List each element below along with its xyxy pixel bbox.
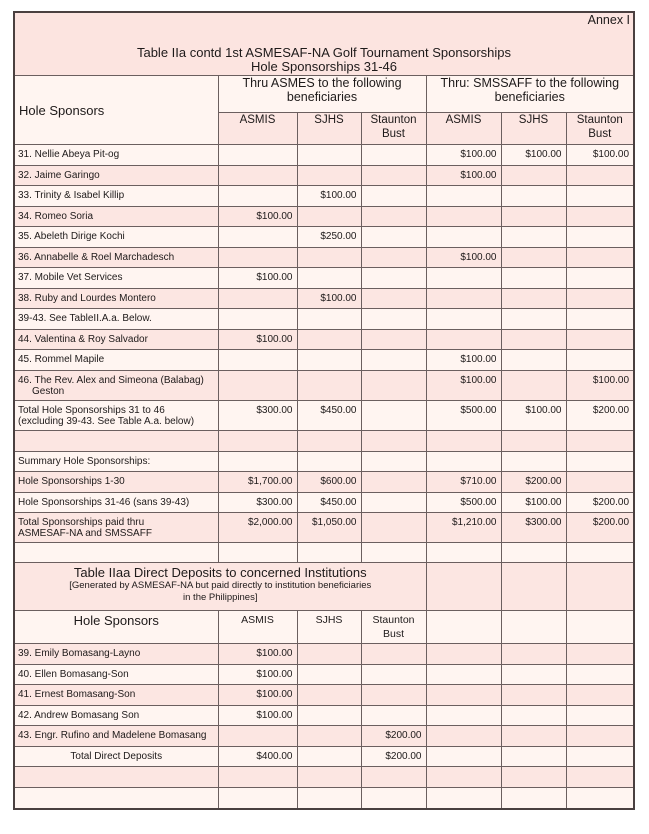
amount-cell bbox=[361, 788, 426, 809]
amount-cell bbox=[566, 186, 634, 207]
amount-cell bbox=[297, 268, 361, 289]
amount-cell bbox=[218, 288, 297, 309]
row-label: 41. Ernest Bomasang-Son bbox=[18, 689, 136, 700]
empty-cell bbox=[14, 788, 218, 809]
amount-cell: $100.00 bbox=[218, 268, 297, 289]
direct-hole-sponsors-header: Hole Sponsors bbox=[14, 611, 218, 644]
amount-cell: $1,700.00 bbox=[218, 472, 297, 493]
amount-cell: $710.00 bbox=[426, 472, 501, 493]
amount-cell bbox=[218, 165, 297, 186]
amount-cell: $100.00 bbox=[218, 664, 297, 685]
direct-deposit-row bbox=[14, 664, 634, 685]
sponsor-name bbox=[14, 705, 218, 726]
amount-cell bbox=[501, 350, 566, 371]
amount-cell bbox=[218, 145, 297, 166]
direct-deposit-row bbox=[14, 726, 634, 747]
row-label-continued: Geston bbox=[32, 385, 65, 397]
sponsorship-table bbox=[13, 11, 635, 810]
amount-cell: $200.00 bbox=[361, 746, 426, 767]
sponsor-name bbox=[14, 186, 218, 207]
sponsor-name bbox=[14, 746, 218, 767]
amount-cell: $100.00 bbox=[566, 370, 634, 400]
amount-cell bbox=[501, 430, 566, 451]
amount-cell: $300.00 bbox=[218, 492, 297, 513]
amount-cell: $600.00 bbox=[297, 472, 361, 493]
summary-header-row bbox=[14, 451, 634, 472]
direct-column-header: Staunton Bust bbox=[361, 611, 426, 644]
column-header: Staunton Bust bbox=[566, 113, 634, 145]
amount-cell bbox=[297, 746, 361, 767]
amount-cell: $250.00 bbox=[297, 227, 361, 248]
amount-cell: $500.00 bbox=[426, 400, 501, 430]
amount-cell bbox=[218, 543, 297, 563]
amount-cell bbox=[361, 309, 426, 330]
amount-cell bbox=[566, 309, 634, 330]
amount-cell: $1,050.00 bbox=[297, 513, 361, 543]
row-label: Hole Sponsorships 31-46 (sans 39-43) bbox=[18, 496, 190, 508]
empty-cell bbox=[501, 788, 566, 809]
empty-cell bbox=[501, 563, 566, 611]
empty-cell bbox=[426, 563, 501, 611]
row-label: 39. Emily Bomasang-Layno bbox=[18, 648, 141, 659]
row-label: Total Hole Sponsorships 31 to 46 bbox=[18, 404, 165, 416]
amount-cell bbox=[501, 186, 566, 207]
table-row bbox=[14, 145, 634, 166]
empty-cell bbox=[566, 767, 634, 788]
amount-cell bbox=[426, 288, 501, 309]
table-row bbox=[14, 350, 634, 371]
table-row bbox=[14, 186, 634, 207]
amount-cell: $100.00 bbox=[426, 145, 501, 166]
amount-cell bbox=[566, 206, 634, 227]
empty-cell bbox=[501, 644, 566, 665]
row-label: 37. Mobile Vet Services bbox=[18, 272, 123, 283]
amount-cell bbox=[501, 329, 566, 350]
amount-cell bbox=[426, 268, 501, 289]
row-label: 34. Romeo Soria bbox=[18, 210, 94, 222]
amount-cell bbox=[361, 247, 426, 268]
title-block bbox=[14, 12, 634, 76]
sponsor-name bbox=[14, 288, 218, 309]
amount-cell bbox=[218, 451, 297, 472]
empty-cell bbox=[426, 726, 501, 747]
amount-cell bbox=[361, 492, 426, 513]
amount-cell bbox=[361, 350, 426, 371]
amount-cell bbox=[501, 288, 566, 309]
direct-deposit-row bbox=[14, 644, 634, 665]
empty-cell bbox=[426, 746, 501, 767]
amount-cell bbox=[361, 705, 426, 726]
empty-cell bbox=[501, 767, 566, 788]
amount-cell bbox=[297, 206, 361, 227]
direct-deposits-header-row bbox=[14, 611, 634, 644]
sponsor-name bbox=[14, 664, 218, 685]
empty-cell bbox=[501, 726, 566, 747]
summary-label bbox=[14, 451, 218, 472]
table-row bbox=[14, 268, 634, 289]
group-asmes-header: Thru ASMES to the following beneficiaries bbox=[218, 76, 426, 113]
blank-row bbox=[14, 788, 634, 809]
amount-cell bbox=[566, 268, 634, 289]
table-row bbox=[14, 206, 634, 227]
amount-cell: $100.00 bbox=[218, 644, 297, 665]
amount-cell bbox=[297, 644, 361, 665]
amount-cell bbox=[501, 268, 566, 289]
annex-label: Annex I bbox=[587, 13, 631, 27]
empty-cell bbox=[501, 746, 566, 767]
empty-cell bbox=[14, 543, 218, 563]
amount-cell bbox=[218, 726, 297, 747]
summary-row bbox=[14, 513, 634, 543]
amount-cell bbox=[361, 400, 426, 430]
amount-cell bbox=[566, 451, 634, 472]
sponsor-name bbox=[14, 685, 218, 706]
row-label: Total Direct Deposits bbox=[70, 750, 163, 762]
sponsor-name bbox=[14, 492, 218, 513]
amount-cell bbox=[361, 513, 426, 543]
column-header: SJHS bbox=[297, 113, 361, 145]
amount-cell bbox=[218, 309, 297, 330]
row-label: 44. Valentina & Roy Salvador bbox=[18, 333, 148, 345]
empty-cell bbox=[566, 685, 634, 706]
sponsor-name bbox=[14, 165, 218, 186]
hole-sponsors-header: Hole Sponsors bbox=[14, 76, 218, 145]
amount-cell: $100.00 bbox=[426, 165, 501, 186]
direct-column-header: ASMIS bbox=[218, 611, 297, 644]
amount-cell bbox=[218, 350, 297, 371]
amount-cell bbox=[297, 767, 361, 788]
amount-cell bbox=[297, 430, 361, 451]
row-label: 32. Jaime Garingo bbox=[18, 169, 100, 181]
table-row bbox=[14, 165, 634, 186]
amount-cell bbox=[218, 430, 297, 451]
amount-cell bbox=[566, 472, 634, 493]
row-label: Hole Sponsorships 1-30 bbox=[18, 476, 125, 487]
empty-cell bbox=[566, 644, 634, 665]
row-label: 39-43. See TableII.A.a. Below. bbox=[18, 313, 152, 324]
amount-cell bbox=[361, 472, 426, 493]
table-row bbox=[14, 370, 634, 400]
sponsor-name bbox=[14, 350, 218, 371]
row-label: 38. Ruby and Lourdes Montero bbox=[18, 292, 156, 304]
sponsor-name bbox=[14, 329, 218, 350]
sponsor-name bbox=[14, 644, 218, 665]
amount-cell: $100.00 bbox=[218, 206, 297, 227]
amount-cell bbox=[566, 227, 634, 248]
table-row bbox=[14, 288, 634, 309]
empty-cell bbox=[426, 611, 501, 644]
amount-cell bbox=[361, 145, 426, 166]
row-label: 42. Andrew Bomasang Son bbox=[18, 709, 140, 721]
empty-cell bbox=[566, 611, 634, 644]
amount-cell bbox=[501, 165, 566, 186]
column-header: ASMIS bbox=[218, 113, 297, 145]
amount-cell bbox=[501, 206, 566, 227]
amount-cell bbox=[566, 288, 634, 309]
amount-cell bbox=[426, 186, 501, 207]
amount-cell: $300.00 bbox=[501, 513, 566, 543]
amount-cell: $100.00 bbox=[566, 145, 634, 166]
column-header: Staunton Bust bbox=[361, 113, 426, 145]
amount-cell bbox=[426, 451, 501, 472]
table-subtitle: Hole Sponsorships 31-46 bbox=[251, 59, 397, 74]
amount-cell bbox=[297, 685, 361, 706]
sponsor-name bbox=[14, 247, 218, 268]
amount-cell bbox=[426, 329, 501, 350]
table-row bbox=[14, 227, 634, 248]
amount-cell: $200.00 bbox=[361, 726, 426, 747]
amount-cell: $100.00 bbox=[218, 705, 297, 726]
summary-row bbox=[14, 492, 634, 513]
amount-cell bbox=[297, 664, 361, 685]
amount-cell: $100.00 bbox=[297, 288, 361, 309]
row-label-continued: (excluding 39-43. See Table A.a. below) bbox=[18, 415, 195, 427]
direct-deposit-total-row bbox=[14, 746, 634, 767]
amount-cell bbox=[297, 705, 361, 726]
amount-cell: $200.00 bbox=[501, 472, 566, 493]
blank-row bbox=[14, 543, 634, 563]
row-label-continued: ASMESAF-NA and SMSSAFF bbox=[18, 528, 152, 539]
empty-cell bbox=[501, 705, 566, 726]
empty-cell bbox=[426, 788, 501, 809]
row-label: 43. Engr. Rufino and Madelene Bomasang bbox=[18, 730, 207, 741]
amount-cell bbox=[361, 288, 426, 309]
table-row bbox=[14, 400, 634, 430]
sponsorship-sheet bbox=[13, 11, 633, 810]
amount-cell: $100.00 bbox=[218, 329, 297, 350]
amount-cell bbox=[566, 430, 634, 451]
amount-cell bbox=[426, 206, 501, 227]
amount-cell: $400.00 bbox=[218, 746, 297, 767]
sponsor-name bbox=[14, 472, 218, 493]
direct-deposit-row bbox=[14, 685, 634, 706]
direct-deposits-heading: Table IIaa Direct Deposits to concerned Institutions bbox=[73, 565, 367, 580]
sponsor-name bbox=[14, 726, 218, 747]
amount-cell bbox=[501, 227, 566, 248]
sponsor-name bbox=[14, 400, 218, 430]
amount-cell bbox=[361, 268, 426, 289]
amount-cell bbox=[361, 165, 426, 186]
amount-cell bbox=[297, 329, 361, 350]
amount-cell: $100.00 bbox=[501, 145, 566, 166]
empty-cell bbox=[566, 705, 634, 726]
row-label: 46. The Rev. Alex and Simeona (Balabag) bbox=[18, 374, 204, 386]
row-label: Total Sponsorships paid thru bbox=[18, 517, 145, 528]
summary-row bbox=[14, 472, 634, 493]
amount-cell bbox=[297, 309, 361, 330]
amount-cell bbox=[501, 370, 566, 400]
direct-deposits-title bbox=[14, 563, 426, 611]
amount-cell: $100.00 bbox=[297, 186, 361, 207]
amount-cell bbox=[218, 247, 297, 268]
amount-cell bbox=[297, 247, 361, 268]
amount-cell bbox=[501, 543, 566, 563]
empty-cell bbox=[566, 746, 634, 767]
amount-cell bbox=[297, 145, 361, 166]
amount-cell bbox=[361, 186, 426, 207]
amount-cell bbox=[566, 329, 634, 350]
sponsor-name bbox=[14, 206, 218, 227]
amount-cell bbox=[361, 206, 426, 227]
empty-cell bbox=[426, 664, 501, 685]
row-label: 45. Rommel Mapile bbox=[18, 354, 105, 365]
amount-cell: $100.00 bbox=[501, 492, 566, 513]
amount-cell: $500.00 bbox=[426, 492, 501, 513]
amount-cell bbox=[361, 329, 426, 350]
empty-cell bbox=[426, 644, 501, 665]
row-label: 33. Trinity & Isabel Killip bbox=[18, 190, 125, 201]
amount-cell bbox=[361, 227, 426, 248]
empty-cell bbox=[426, 685, 501, 706]
amount-cell bbox=[297, 165, 361, 186]
amount-cell bbox=[501, 451, 566, 472]
amount-cell: $200.00 bbox=[566, 400, 634, 430]
empty-cell bbox=[501, 611, 566, 644]
amount-cell: $200.00 bbox=[566, 513, 634, 543]
amount-cell: $1,210.00 bbox=[426, 513, 501, 543]
direct-column-header: SJHS bbox=[297, 611, 361, 644]
amount-cell bbox=[426, 227, 501, 248]
amount-cell: $100.00 bbox=[426, 350, 501, 371]
empty-cell bbox=[566, 664, 634, 685]
empty-cell bbox=[566, 788, 634, 809]
amount-cell bbox=[297, 726, 361, 747]
empty-cell bbox=[426, 767, 501, 788]
empty-cell bbox=[501, 685, 566, 706]
blank-row bbox=[14, 767, 634, 788]
amount-cell: $100.00 bbox=[501, 400, 566, 430]
row-label: Summary Hole Sponsorships: bbox=[18, 455, 151, 467]
amount-cell bbox=[218, 370, 297, 400]
amount-cell bbox=[361, 543, 426, 563]
direct-deposit-row bbox=[14, 705, 634, 726]
amount-cell bbox=[426, 430, 501, 451]
direct-deposits-note: [Generated by ASMESAF-NA but paid directly to institution beneficiaries bbox=[69, 580, 372, 591]
sponsor-name bbox=[14, 268, 218, 289]
direct-deposits-note-continued: in the Philippines] bbox=[183, 592, 258, 603]
amount-cell: $100.00 bbox=[426, 247, 501, 268]
amount-cell bbox=[218, 767, 297, 788]
table-title: Table IIa contd 1st ASMESAF-NA Golf Tournament Sponsorships bbox=[136, 45, 512, 60]
amount-cell: $450.00 bbox=[297, 492, 361, 513]
amount-cell bbox=[218, 186, 297, 207]
blank-row bbox=[14, 430, 634, 451]
amount-cell bbox=[361, 767, 426, 788]
amount-cell bbox=[501, 309, 566, 330]
sponsor-name bbox=[14, 145, 218, 166]
table-row bbox=[14, 329, 634, 350]
empty-cell bbox=[14, 430, 218, 451]
amount-cell bbox=[426, 543, 501, 563]
amount-cell bbox=[361, 430, 426, 451]
amount-cell bbox=[566, 350, 634, 371]
amount-cell bbox=[297, 451, 361, 472]
amount-cell bbox=[218, 788, 297, 809]
amount-cell: $450.00 bbox=[297, 400, 361, 430]
amount-cell bbox=[361, 664, 426, 685]
amount-cell bbox=[297, 543, 361, 563]
amount-cell bbox=[297, 350, 361, 371]
amount-cell bbox=[361, 451, 426, 472]
row-label: 35. Abeleth Dirige Kochi bbox=[18, 231, 125, 242]
row-label: 36. Annabelle & Roel Marchadesch bbox=[18, 251, 175, 263]
row-label: 31. Nellie Abeya Pit-og bbox=[18, 149, 120, 160]
amount-cell bbox=[501, 247, 566, 268]
amount-cell bbox=[218, 227, 297, 248]
amount-cell: $300.00 bbox=[218, 400, 297, 430]
amount-cell bbox=[566, 543, 634, 563]
amount-cell: $100.00 bbox=[426, 370, 501, 400]
table-row bbox=[14, 309, 634, 330]
sponsor-name bbox=[14, 227, 218, 248]
amount-cell: $200.00 bbox=[566, 492, 634, 513]
group-smssaff-header: Thru: SMSSAFF to the following beneficiaries bbox=[426, 76, 634, 113]
empty-cell bbox=[501, 664, 566, 685]
empty-cell bbox=[566, 726, 634, 747]
sponsor-name bbox=[14, 513, 218, 543]
amount-cell bbox=[361, 644, 426, 665]
amount-cell bbox=[361, 370, 426, 400]
empty-cell bbox=[426, 705, 501, 726]
amount-cell bbox=[297, 788, 361, 809]
empty-cell bbox=[14, 767, 218, 788]
amount-cell bbox=[566, 247, 634, 268]
amount-cell bbox=[361, 685, 426, 706]
column-header: SJHS bbox=[501, 113, 566, 145]
empty-cell bbox=[566, 563, 634, 611]
amount-cell bbox=[566, 165, 634, 186]
amount-cell bbox=[426, 309, 501, 330]
sponsor-name bbox=[14, 309, 218, 330]
amount-cell: $100.00 bbox=[218, 685, 297, 706]
sponsor-name bbox=[14, 370, 218, 400]
amount-cell: $2,000.00 bbox=[218, 513, 297, 543]
row-label: 40. Ellen Bomasang-Son bbox=[18, 668, 129, 680]
column-header: ASMIS bbox=[426, 113, 501, 145]
direct-deposits-title-row bbox=[14, 563, 634, 611]
table-row bbox=[14, 247, 634, 268]
amount-cell bbox=[297, 370, 361, 400]
